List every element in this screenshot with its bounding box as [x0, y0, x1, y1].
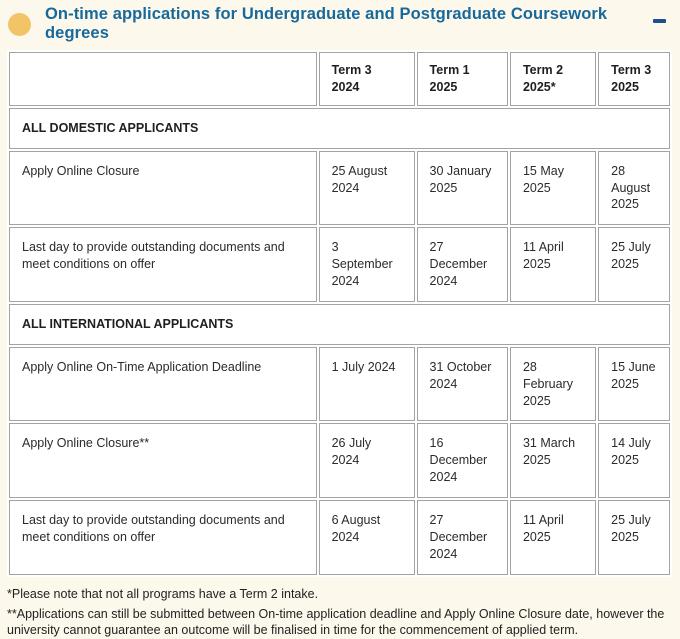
- date-cell: 14 July 2025: [598, 423, 670, 498]
- date-cell: 3 September 2024: [319, 227, 415, 302]
- column-header: Term 1 2025: [417, 52, 508, 106]
- footnote-term2: *Please note that not all programs have a Term 2 intake.: [7, 586, 672, 603]
- date-cell: 31 March 2025: [510, 423, 596, 498]
- gold-bullet-icon: [8, 13, 31, 36]
- column-header: Term 2 2025*: [510, 52, 596, 106]
- date-cell: 28 February 2025: [510, 347, 596, 422]
- footnote-applications: **Applications can still be submitted between On-time application deadline and Apply Online Closure date, however the university cannot guarantee an outcome will be finalised in time for the commencement of applied term.: [7, 606, 672, 639]
- date-cell: 31 October 2024: [417, 347, 508, 422]
- row-label: Apply Online Closure**: [9, 423, 317, 498]
- corner-cell: [9, 52, 317, 106]
- row-label: Apply Online Closure: [9, 151, 317, 226]
- row-label: Last day to provide outstanding documents and meet conditions on offer: [9, 500, 317, 575]
- date-cell: 15 May 2025: [510, 151, 596, 226]
- date-cell: 1 July 2024: [319, 347, 415, 422]
- date-cell: 30 January 2025: [417, 151, 508, 226]
- date-cell: 15 June 2025: [598, 347, 670, 422]
- date-cell: 25 August 2024: [319, 151, 415, 226]
- table-row: [9, 347, 670, 422]
- section-heading-row: [9, 108, 670, 149]
- table-row: [9, 423, 670, 498]
- date-cell: 11 April 2025: [510, 227, 596, 302]
- section-heading-international: ALL INTERNATIONAL APPLICANTS: [9, 304, 670, 345]
- section-heading-domestic: ALL DOMESTIC APPLICANTS: [9, 108, 670, 149]
- table-header-row: [9, 52, 670, 106]
- date-cell: 28 August 2025: [598, 151, 670, 226]
- column-header: Term 3 2025: [598, 52, 670, 106]
- date-cell: 25 July 2025: [598, 227, 670, 302]
- row-label: Apply Online On-Time Application Deadline: [9, 347, 317, 422]
- accordion-title[interactable]: On-time applications for Undergraduate and Postgraduate Coursework degrees: [45, 5, 653, 43]
- column-header: Term 3 2024: [319, 52, 415, 106]
- deadlines-table: [7, 50, 672, 577]
- date-cell: 11 April 2025: [510, 500, 596, 575]
- date-cell: 25 July 2025: [598, 500, 670, 575]
- footnotes: [7, 586, 672, 639]
- date-cell: 16 December 2024: [417, 423, 508, 498]
- section-heading-row: [9, 304, 670, 345]
- table-row: [9, 227, 670, 302]
- table-row: [9, 500, 670, 575]
- collapse-minus-icon[interactable]: [653, 19, 666, 23]
- date-cell: 27 December 2024: [417, 227, 508, 302]
- date-cell: 26 July 2024: [319, 423, 415, 498]
- row-label: Last day to provide outstanding documents and meet conditions on offer: [9, 227, 317, 302]
- date-cell: 6 August 2024: [319, 500, 415, 575]
- table-row: [9, 151, 670, 226]
- accordion-header[interactable]: [0, 0, 680, 50]
- deadlines-table-container: [0, 50, 680, 577]
- date-cell: 27 December 2024: [417, 500, 508, 575]
